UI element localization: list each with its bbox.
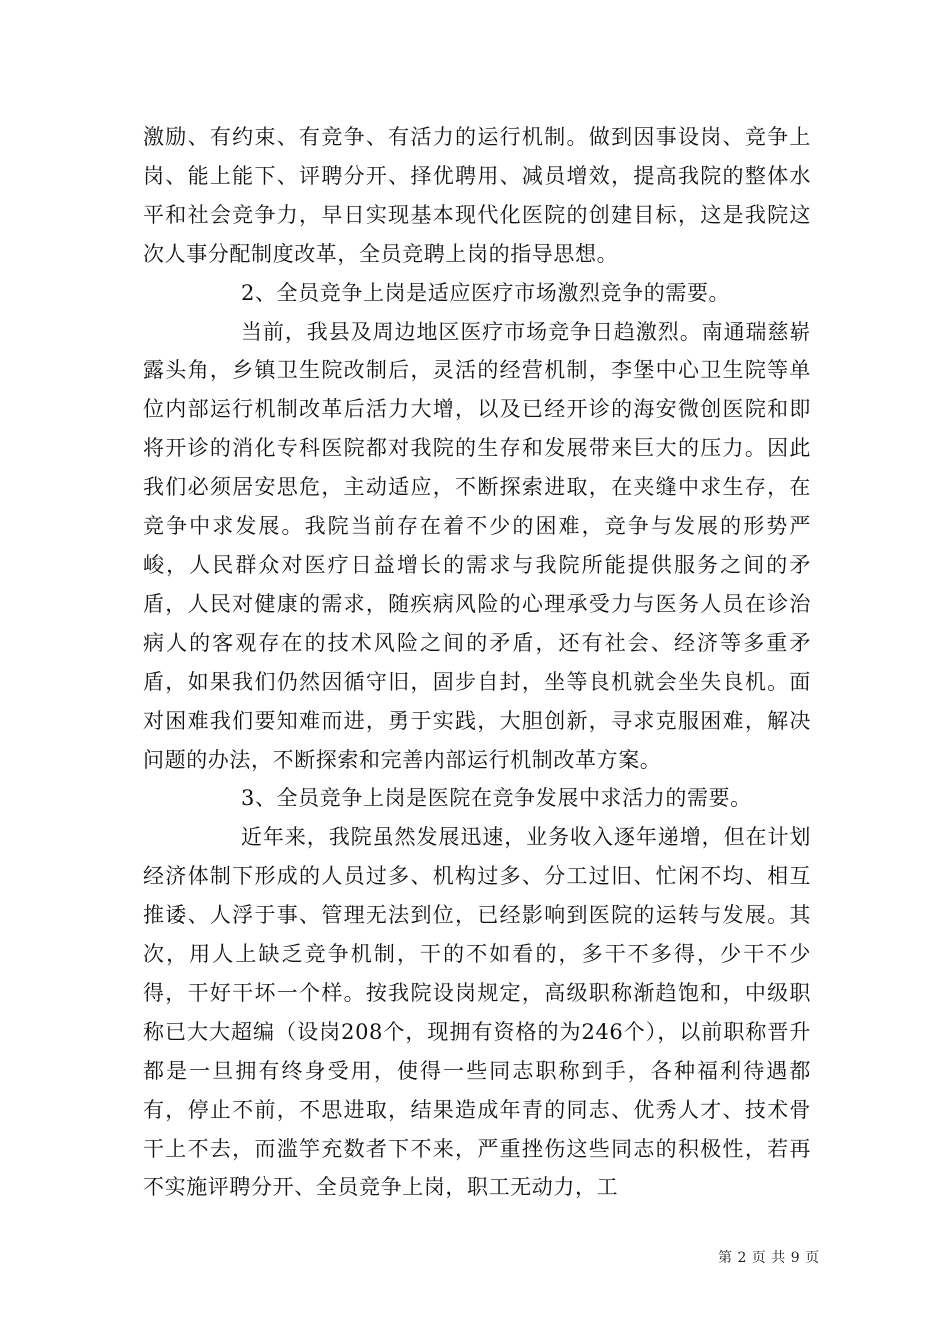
page-number: 第 2 页 共 9 页 xyxy=(718,1250,820,1266)
paragraph-continuation: 激励、有约束、有竞争、有活力的运行机制。做到因事设岗、竞争上岗、能上能下、评聘分开、择优聘用、减员增效，提高我院的整体水平和社会竞争力，早日实现基本现代化医院的创建目标，这是我院这次人事分配制度改革，全员竞聘上岗的指导思想。 xyxy=(143,125,811,266)
section-heading-2: 2、全员竞争上岗是适应医疗市场激烈竞争的需要。 xyxy=(241,280,731,305)
section-heading-3: 3、全员竞争上岗是医院在竞争发展中求活力的需要。 xyxy=(241,786,752,811)
paragraph-market-competition: 当前，我县及周边地区医疗市场竞争日趋激烈。南通瑞慈崭露头角，乡镇卫生院改制后，灵活的经营机制，李堡中心卫生院等单位内部运行机制改革后活力大增，以及已经开诊的海安微创医院和即将开诊的消化专科医院都对我院的生存和发展带来巨大的压力。因此我们必须居安思危，主动适应，不断探索进取，在夹缝中求生存，在竞争中求发展。我院当前存在着不少的困难，竞争与发展的形势严峻，人民群众对医疗日益增长的需求与我院所能提供服务之间的矛盾，人民对健康的需求，随疾病风险的心理承受力与医务人员在诊治病人的客观存在的技术风险之间的矛盾，还有社会、经济等多重矛盾，如果我们仍然因循守旧，固步自封，坐等良机就会坐失良机。面对困难我们要知难而进，勇于实践，大胆创新，寻求克服困难，解决问题的办法，不断探索和完善内部运行机制改革方案。 xyxy=(143,319,811,772)
paragraph-vitality: 近年来，我院虽然发展迅速，业务收入逐年递增，但在计划经济体制下形成的人员过多、机构过多、分工过旧、忙闲不均、相互推诿、人浮于事、管理无法到位，已经影响到医院的运转与发展。其次，用人上缺乏竞争机制，干的不如看的，多干不多得，少干不少得，干好干坏一个样。按我院设岗规定，高级职称渐趋饱和，中级职称已大大超编（设岗208个，现拥有资格的为246个），以前职称晋升都是一旦拥有终身受用，使得一些同志职称到手，各种福利待遇都有，停止不前，不思进取，结果造成年青的同志、优秀人才、技术骨干上不去，而滥竽充数者下不来，严重挫伤这些同志的积极性，若再不实施评聘分开、全员竞争上岗，职工无动力，工 xyxy=(143,825,811,1200)
document-body xyxy=(143,118,811,1207)
